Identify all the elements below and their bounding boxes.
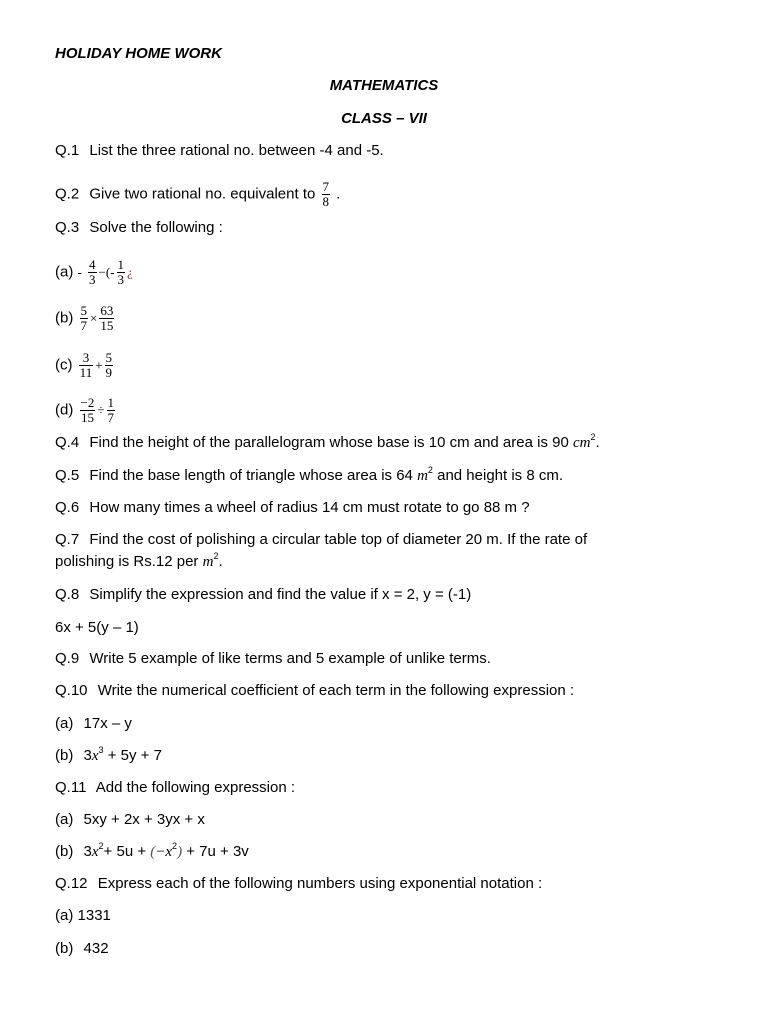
question-number: Q.12 [55,875,88,892]
question-7 [55,531,587,549]
question-number: Q.10 [55,682,88,699]
part-label: (b) [55,940,74,957]
question-3 [55,219,223,237]
negative-variable: −x [155,844,173,860]
question-text: Find the height of the parallelogram whose base is 10 cm and area is 90 [89,434,569,451]
expression: 5xy + 2x + 3yx + x [83,811,205,828]
question-4 [55,434,600,452]
question-text: Find the base length of triangle whose area is 64 [89,467,413,484]
fraction: $\frac{1}{3}$ [117,257,125,287]
part-label: (a) [55,715,74,732]
header-title: HOLIDAY HOME WORK [55,45,222,62]
question-11 [55,779,295,797]
question-number: Q.8 [55,586,80,603]
question-2 [55,180,340,209]
exponent: 2 [98,841,104,851]
question-number: Q.6 [55,499,80,516]
operator: −(- [98,264,115,280]
question-text: Write 5 example of like terms and 5 example of unlike terms. [89,650,491,667]
q10-part-a [55,715,132,733]
question-6 [55,499,530,517]
question-number: Q.7 [55,531,80,548]
part-label: (b) [55,309,74,327]
part-label: (a) [55,907,74,924]
number-value: 1331 [77,907,111,924]
part-label: (c) [55,356,73,374]
part-label: (a) [55,811,74,828]
operator: + [95,357,103,373]
q3-part-b [55,304,116,333]
number-value: 432 [83,940,109,957]
exponent: 2 [172,841,178,851]
coefficient: 3 [83,843,92,860]
broken-glyph: ¿ [127,264,133,280]
fraction: $\frac{1}{7}$ [107,395,114,425]
class-title: CLASS – VII [341,110,427,127]
q8-expression: 6x + 5(y – 1) [55,619,139,636]
q12-part-b [55,940,109,958]
part-label: (b) [55,843,74,860]
operator: ÷ [97,402,105,418]
question-7-line-2 [55,553,223,571]
question-1 [55,142,384,160]
question-number: Q.1 [55,142,80,159]
unit: m [417,468,428,484]
fraction: $\frac{5}{9}$ [105,350,113,380]
question-number: Q.5 [55,467,80,484]
punctuation: . [336,185,341,203]
question-text: Express each of the following numbers using exponential notation : [97,875,543,892]
question-8 [55,586,471,604]
fraction: $\frac{63}{15}$ [100,303,114,333]
part-label: (d) [55,401,74,419]
question-number: Q.11 [55,779,87,796]
q11-part-a [55,811,205,829]
question-text: Solve the following : [89,219,223,236]
exponent: 2 [590,432,596,442]
q3-part-a [55,258,133,287]
question-number: Q.3 [55,219,80,236]
question-10 [55,682,574,700]
question-text: How many times a wheel of radius 14 cm must rotate to go 88 m ? [89,499,530,516]
q3-part-d [55,396,117,425]
question-12 [55,875,542,893]
close-paren: ) [177,844,183,860]
expression-tail: + 5y + 7 [107,747,162,764]
punctuation: . [595,434,600,451]
question-text: Find the cost of polishing a circular table top of diameter 20 m. If the rate of [89,531,588,548]
question-text-tail: and height is 8 cm. [437,467,564,484]
question-5 [55,467,563,485]
unit: m [202,554,214,570]
open-paren: ( [150,844,156,860]
coefficient: 3 [83,747,92,764]
question-number: Q.2 [55,185,80,203]
unit: cm [572,435,591,451]
expression-middle: + 5u + [103,843,147,860]
fraction: $\frac{7}{8}$ [322,179,329,209]
question-text: polishing is Rs.12 per [55,553,199,570]
subject-title: MATHEMATICS [329,77,439,94]
exponent: 2 [427,465,433,475]
expression-tail: + 7u + 3v [186,843,249,860]
question-text: Write the numerical coefficient of each term in the following expression : [97,682,575,699]
minus-sign: - [77,264,82,280]
question-text: Simplify the expression and find the value if x = 2, y = (-1) [89,586,472,603]
fraction: $\frac{5}{7}$ [80,303,88,333]
question-text: Give two rational no. equivalent to [89,185,316,203]
variable: x [91,844,99,860]
punctuation: . [218,553,223,570]
question-9 [55,650,491,668]
expression: 17x – y [83,715,132,732]
question-number: Q.9 [55,650,80,667]
q12-part-a [55,907,111,925]
question-text: List the three rational no. between -4 and -5. [89,142,384,159]
operator: × [90,310,98,326]
part-label: (b) [55,747,74,764]
exponent: 2 [213,551,219,561]
fraction: $\frac{3}{11}$ [79,350,93,380]
q10-part-b [55,747,162,765]
fraction: $\frac{4}{3}$ [89,257,96,287]
q3-part-c [55,351,115,380]
question-text: Add the following expression : [95,779,296,796]
fraction: $\frac{-2}{15}$ [80,395,95,425]
q11-part-b [55,843,249,861]
question-number: Q.4 [55,434,80,451]
variable: x [91,748,99,764]
exponent: 3 [98,745,104,755]
part-label: (a) [55,263,74,281]
